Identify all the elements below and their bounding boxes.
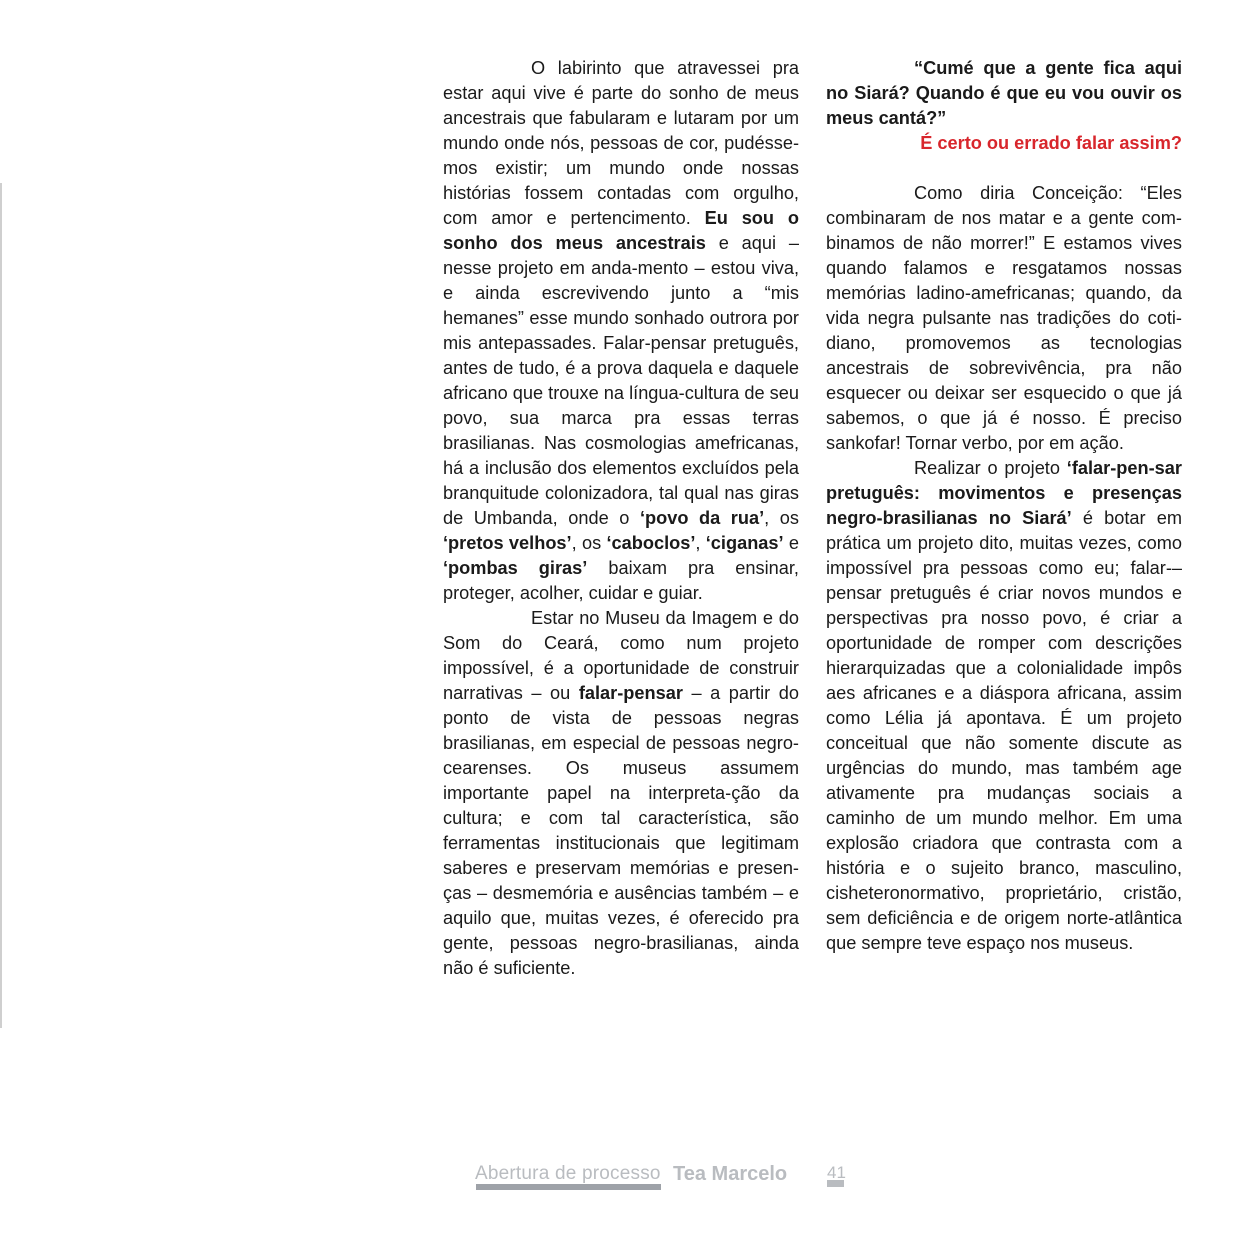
- left-paragraph-2: [443, 606, 799, 981]
- left-paragraph-1: [443, 56, 799, 606]
- text-run: e: [783, 533, 799, 553]
- bold-phrase: ‘ciganas’: [705, 533, 784, 553]
- page-number: 41: [827, 1163, 846, 1182]
- text-run: , os: [764, 508, 799, 528]
- footer-author: Tea Marcelo: [673, 1163, 788, 1185]
- text-run: Realizar o projeto: [914, 458, 1067, 478]
- text-run: baixam pra ensinar, proteger, acolher, cuidar e guiar.: [443, 558, 799, 603]
- left-text-column: [443, 56, 799, 981]
- text-run: , os: [571, 533, 607, 553]
- bold-phrase: ‘povo da rua’: [639, 508, 765, 528]
- song-quote: “Cumé que a gente fica aqui no Siará? Quando é que eu vou ouvir os meus cantá?”: [826, 58, 1182, 128]
- right-text-column: [826, 56, 1182, 956]
- bold-phrase: falar-pensar: [578, 683, 683, 703]
- text-run: ,: [695, 533, 706, 553]
- page-edge-line: [0, 183, 2, 1028]
- bold-phrase: ‘pretos velhos’: [443, 533, 572, 553]
- bold-phrase: ‘falar-pen-sar pretuguês: movimentos e presenças negro-brasilianas no Siará’: [826, 458, 1182, 528]
- text-run: é botar em prática um projeto dito, muitas vezes, como impossível pra pessoas como eu; falar-–pensar pretuguês é criar novos mundos e perspectivas pra nosso povo, é criar a oportunidade de romper com descrições hierarquizadas que a colonialidade impôs aes africanes e a diáspora africana, assim como Lélia já apontava. É um projeto conceitual que não somente discute as urgências do mundo, mas também age ativamente pra mudanças sociais a caminho de um mundo melhor. Em uma explosão criadora que contrasta com a história e o sujeito branco, masculino, cisheteronormativo, proprietário, cristão, sem deficiência e de origem norte-atlântica que sempre teve espaço nos museus.: [826, 508, 1182, 953]
- bold-phrase: Eu sou o sonho dos meus ancestrais: [443, 208, 799, 253]
- paragraph-gap: [826, 156, 1182, 181]
- bold-phrase: ‘pombas giras’: [443, 558, 588, 578]
- bold-phrase: ‘caboclos’: [606, 533, 696, 553]
- right-paragraph-1: Como diria Conceição: “Eles combinaram de nos matar e a gente com-binamos de não morrer!” E estamos vives quando falamos e resgatamos nossas memórias ladino-amefricanas; quando, da vida negra pulsante nas tradições do coti-diano, promovemos as tecnologias ancestrais de sobrevivência, pra não esquecer ou deixar ser esquecido o que já sabemos, o que já é nosso. É preciso sankofar! Tornar verbo, por em ação.: [826, 183, 1182, 453]
- right-paragraph-2: [826, 456, 1182, 956]
- text-run: Estar no Museu da Imagem e do Som do Ceará, como num projeto impossível, é a oportunidade de construir narrativas – ou: [443, 608, 799, 703]
- text-run: e aqui – nesse projeto em anda-mento – estou viva, e ainda escrevivendo junto a “mis hemanes” esse mundo sonhado outrora por mis antepassades. Falar-pensar pretuguês, antes de tudo, é a prova daquela e daquele africano que trouxe na língua-cultura de seu povo, sua marca pra essas terras brasilianas. Nas cosmologias amefricanas, há a inclusão dos elementos excluídos pela branquitude colonizadora, tal qual nas giras de Umbanda, onde o: [443, 233, 800, 528]
- text-run: – a partir do ponto de vista de pessoas negras brasilianas, em especial de pessoas negro-cearenses. Os museus assumem importante papel na interpreta-ção da cultura; e com tal característica, são ferramentas institucionais que legitimam saberes e preservam memórias e presen-ças – desmemória e ausências também – e aquilo que, muitas vezes, é oferecido pra gente, pessoas negro-brasilianas, ainda não é suficiente.: [443, 683, 800, 978]
- red-question: É certo ou errado falar assim?: [920, 133, 1182, 153]
- footer-section-title: Abertura de processo: [475, 1163, 661, 1184]
- text-run: O labirinto que atravessei pra estar aqui vive é parte do sonho de meus ancestrais que fabularam e lutaram por um mundo onde nós, pessoas de cor, pudésse-mos existir; um mundo onde nossas histórias fossem contadas com orgulho, com amor e pertencimento.: [443, 58, 799, 228]
